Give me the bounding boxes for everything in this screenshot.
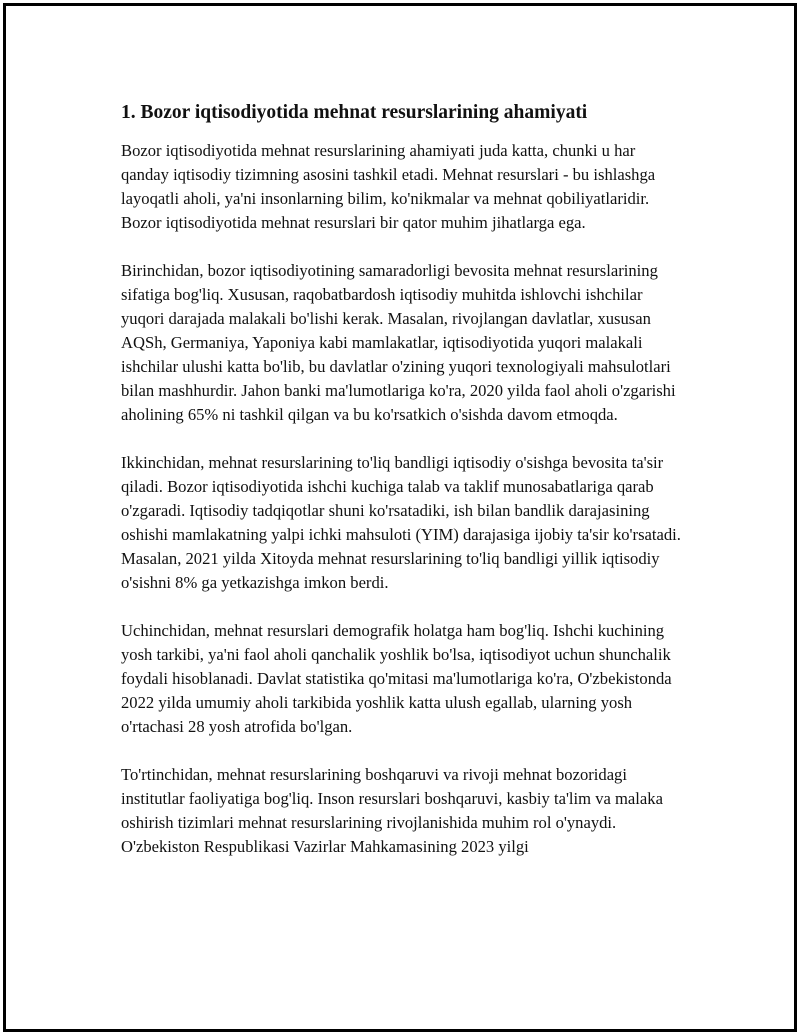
paragraph-fourth-point: To'rtinchidan, mehnat resurslarining boshqaruvi va rivoji mehnat bozoridagi institutlar faoliyatiga bog'liq. Inson resurslari boshqaruvi, kasbiy ta'lim va malaka oshirish tizimlari mehnat resurslarining rivojlanishida muhim rol o'ynaydi. O'zbekiston Respublikasi Vazirlar Mahkamasining 2023 yilgi [121, 765, 663, 856]
paragraph-second-point: Ikkinchidan, mehnat resurslarining to'liq bandligi iqtisodiy o'sishga bevosita ta'sir qiladi. Bozor iqtisodiyotida ishchi kuchiga talab va taklif munosabatlariga qarab o'zgaradi. Iqtisodiy tadqiqotlar shuni ko'rsatadiki, ish bilan bandlik darajasining oshishi mamlakatning yalpi ichki mahsuloti (YIM) darajasiga ijobiy ta'sir ko'rsatadi. Masalan, 2021 yilda Xitoyda mehnat resurslarining to'liq bandligi yillik iqtisodiy o'sishni 8% ga yetkazishga imkon berdi. [121, 453, 681, 592]
section-title: 1. Bozor iqtisodiyotida mehnat resurslarining ahamiyati [121, 102, 588, 123]
document-body [121, 100, 686, 859]
page-frame [3, 3, 797, 1032]
paragraph-intro: Bozor iqtisodiyotida mehnat resurslarining ahamiyati juda katta, chunki u har qanday iqtisodiy tizimning asosini tashkil etadi. Mehnat resurslari - bu ishlashga layoqatli aholi, ya'ni insonlarning bilim, ko'nikmalar va mehnat qobiliyatlaridir. Bozor iqtisodiyotida mehnat resurslari bir qator muhim jihatlarga ega. [121, 141, 656, 232]
paragraph-first-point: Birinchidan, bozor iqtisodiyotining samaradorligi bevosita mehnat resurslarining sifatiga bog'liq. Xususan, raqobatbardosh iqtisodiy muhitda ishlovchi ishchilar yuqori darajada malakali bo'lishi kerak. Masalan, rivojlangan davlatlar, xususan AQSh, Germaniya, Yaponiya kabi mamlakatlar, iqtisodiyotida yuqori malakali ishchilar ulushi katta bo'lib, bu davlatlar o'zining yuqori texnologiyali mahsulotlari bilan mashhurdir. Jahon banki ma'lumotlariga ko'ra, 2020 yilda faol aholi o'zgarishi aholining 65% ni tashkil qilgan va bu ko'rsatkich o'sishda davom etmoqda. [121, 261, 676, 424]
paragraph-third-point: Uchinchidan, mehnat resurslari demografik holatga ham bog'liq. Ishchi kuchining yosh tarkibi, ya'ni faol aholi qanchalik yoshlik bo'lsa, iqtisodiyot uchun shunchalik foydali hisoblanadi. Davlat statistika qo'mitasi ma'lumotlariga ko'ra, O'zbekistonda 2022 yilda umumiy aholi tarkibida yoshlik katta ulush egallab, ularning yosh o'rtachasi 28 yosh atrofida bo'lgan. [121, 621, 672, 736]
